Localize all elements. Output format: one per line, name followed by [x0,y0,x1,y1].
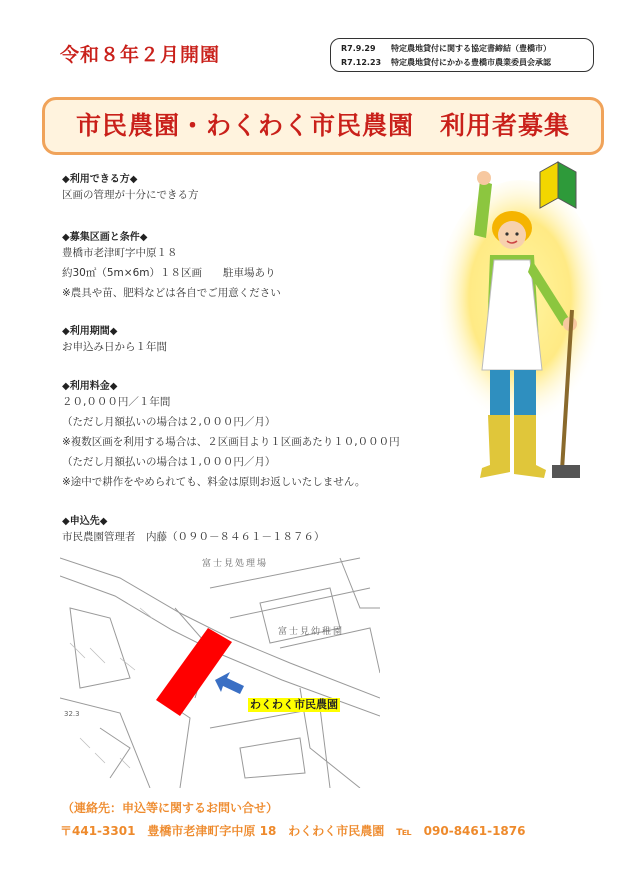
notice-date: R7.12.23 [341,58,382,67]
notice-date: R7.9.29 [341,44,376,53]
open-date-heading: 令和８年２月開園 [60,44,221,66]
section-line: ２０,０００円／１年間 [62,396,171,408]
section-plots [62,228,281,303]
map-label-garden: わくわく市民農園 [250,698,338,711]
location-map [60,548,380,788]
section-line: ※途中で耕作をやめられても、料金は原則お返しいたしません。 [62,476,366,488]
contact-heading: （連絡先：申込等に関するお問い合せ） [62,801,279,815]
section-line: ※複数区画を利用する場合は、２区画目より１区画あたり１０,０００円 [62,436,400,448]
section-line: （ただし月額払いの場合は２,０００円／月） [62,416,276,428]
farmer-illustration [440,160,625,495]
notice-text: 特定農地貸付にかかる豊橋市農業委員会承認 [391,58,551,67]
map-label-facility2: 富士見幼稚園 [278,627,345,637]
section-heading: ◆利用できる方◆ [62,174,138,185]
section-heading: ◆利用料金◆ [62,381,118,392]
notice-box [330,38,594,72]
map-drawing [60,548,380,788]
section-heading: ◆申込先◆ [62,516,108,527]
section-line: 豊橋市老津町字中原１８ [62,247,178,259]
map-label-lot-number: 32.3 [64,710,80,718]
section-period [62,322,167,357]
section-heading: ◆利用期間◆ [62,326,118,337]
section-line: 約30㎡（5m×6m）１８区画 駐車場あり [62,267,276,279]
section-line: 区画の管理が十分にできる方 [62,189,199,201]
section-line: （ただし月額払いの場合は１,０００円／月） [62,456,276,468]
section-line: ※農具や苗、肥料などは各自でご用意ください [62,287,281,299]
notice-text: 特定農地貸付に関する協定書締結（豊橋市） [391,44,551,53]
title-banner: 市民農園・わくわく市民農園 利用者募集 [42,97,604,155]
section-line: 市民農園管理者 内藤（０９０－８４６１－１８７６） [62,531,325,543]
section-heading: ◆募集区画と条件◆ [62,232,148,243]
notice-row [341,56,593,70]
section-fee [62,377,400,492]
contact-line: 〒441-3301 豊橋市老津町字中原 18 わくわく市民農園 ℡ 090-8461-1876 [60,824,526,838]
map-label-facility1: 富士見処理場 [202,559,269,569]
section-eligibility [62,170,199,205]
section-apply [62,512,325,547]
notice-row [341,42,593,56]
section-line: お申込み日から１年間 [62,341,167,353]
